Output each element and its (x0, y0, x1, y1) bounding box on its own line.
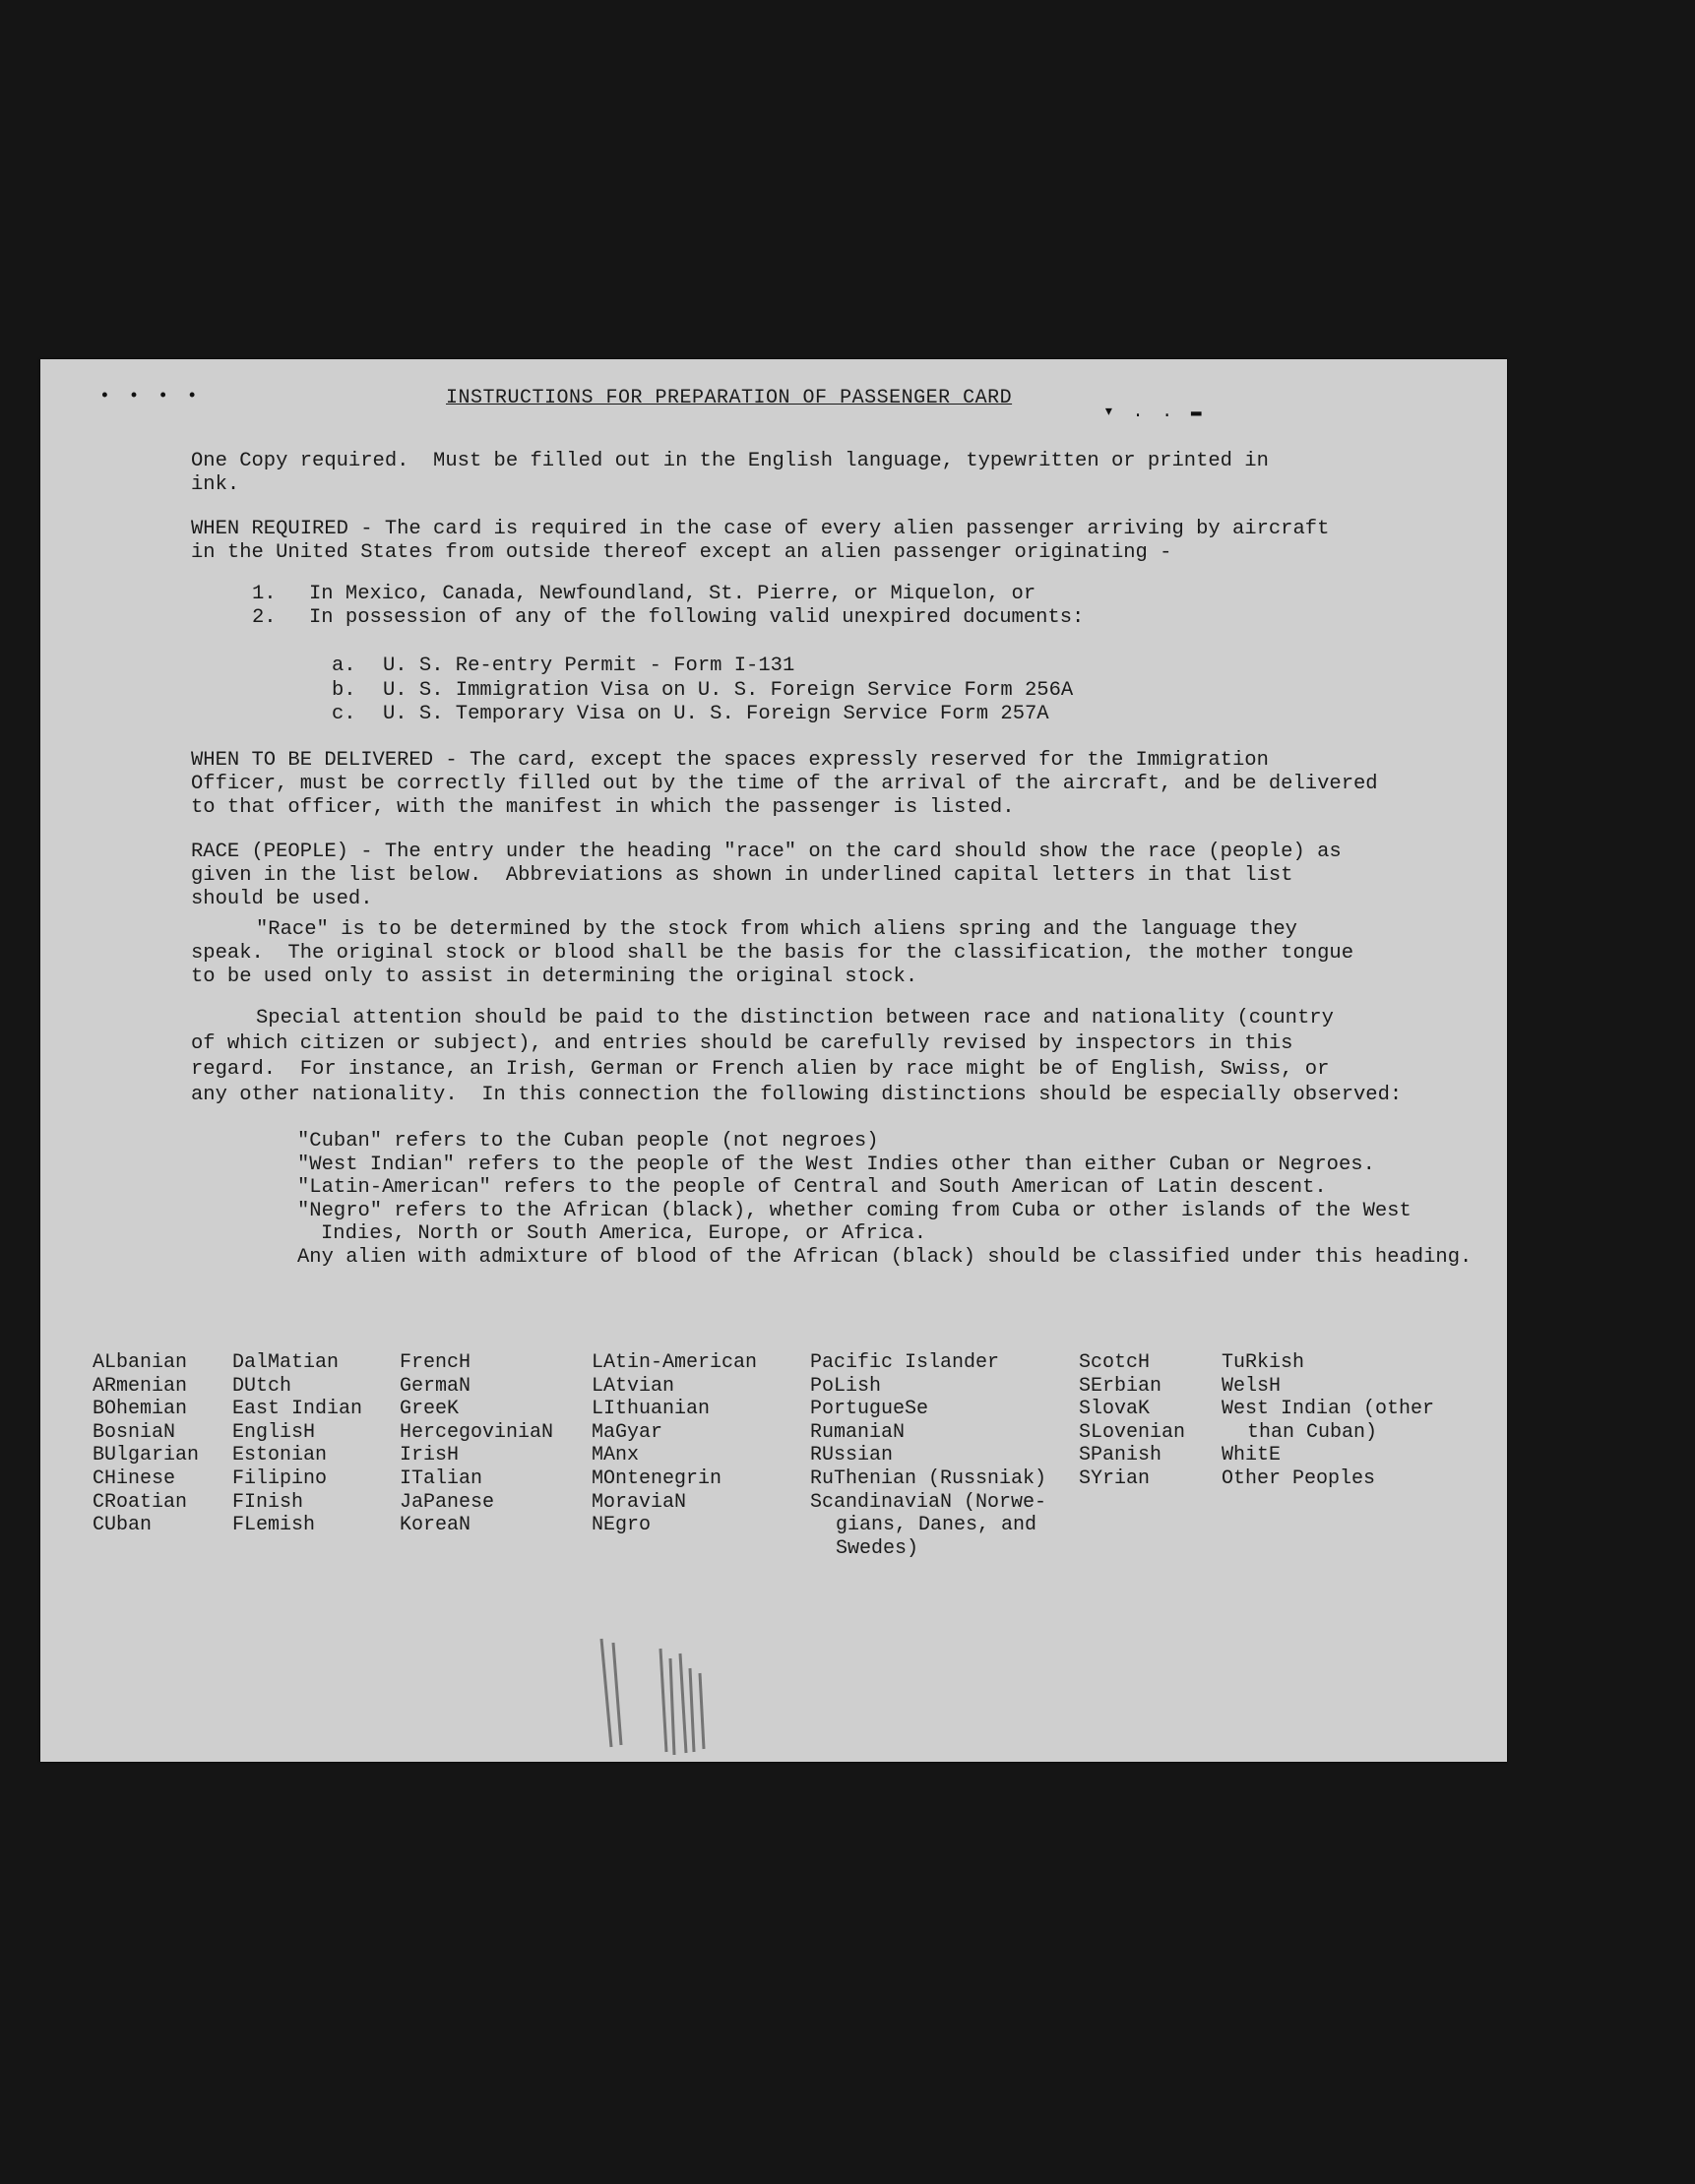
race-item: LAtin-American (592, 1351, 758, 1374)
race-item: ALbanian (93, 1351, 188, 1374)
race-item: Pacific Islander (810, 1351, 1000, 1374)
list-item: Any alien with admixture of blood of the African (black) should be classified under this heading. (297, 1245, 1473, 1269)
item-letter: a. (332, 655, 356, 677)
races-column-1 (93, 1351, 199, 1537)
list-item: "Negro" refers to the African (black), whether coming from Cuba or other islands of the West Indies, North or South America, Europe, or Africa. (297, 1199, 1424, 1245)
list-item (252, 606, 1084, 630)
race-item: CUban (93, 1514, 153, 1537)
races-column-5 (810, 1351, 1056, 1560)
race-item: JaPanese (400, 1490, 495, 1514)
race-item: RuThenian (Russniak) (810, 1466, 1047, 1490)
race-item: Estonian (232, 1444, 328, 1467)
race-item: MAnx (592, 1444, 640, 1467)
list-item (332, 655, 1073, 679)
race-item: GermaN (400, 1374, 471, 1398)
race-item: Other Peoples (1222, 1466, 1376, 1490)
race-item: EnglisH (232, 1420, 316, 1444)
race-item: DUtch (232, 1374, 292, 1398)
race-item-continuation: Swedes) (836, 1536, 919, 1560)
races-column-6 (1079, 1351, 1185, 1491)
ink-marks-top-left: • • • • (99, 387, 202, 406)
race-item: LAtvian (592, 1374, 675, 1398)
race-item-continuation: than Cuban) (1247, 1420, 1378, 1444)
ink-marks-top-right: ▾ . . ▬ (1103, 403, 1206, 422)
race-item: ScotcH (1079, 1351, 1151, 1374)
race-item: FLemish (232, 1514, 316, 1537)
list-item (252, 583, 1084, 606)
races-column-2 (232, 1351, 362, 1537)
race-item: BUlgarian (93, 1444, 200, 1467)
race-item: DalMatian (232, 1351, 340, 1374)
race-item: HercegoviniaN (400, 1420, 554, 1444)
race-item-continuation: gians, Danes, and (836, 1514, 1037, 1537)
race-item: PoLish (810, 1374, 882, 1398)
race-determination-paragraph: "Race" is to be determined by the stock from which aliens spring and the language they speak. The original stock or blood shall be the basis for the classification, the mother tongue to be used only to assist in determining the original stock. (191, 918, 1353, 988)
race-item: West Indian (other (1222, 1398, 1435, 1421)
item-letter: b. (332, 678, 356, 702)
race-item: NEgro (592, 1514, 652, 1537)
intro-paragraph: One Copy required. Must be filled out in the English language, typewritten or printed in ink. (191, 450, 1269, 496)
race-item: ITalian (400, 1466, 483, 1490)
race-heading-paragraph: RACE (PEOPLE) - The entry under the heading "race" on the card should show the race (people) as given in the list below. Abbreviations as shown in underlined capital letters in that list should be used. (191, 841, 1342, 910)
valid-documents-list (332, 655, 1073, 727)
item-letter: c. (332, 703, 356, 725)
race-item: LIthuanian (592, 1398, 711, 1421)
race-item: WhitE (1222, 1444, 1282, 1467)
race-item: IrisH (400, 1444, 460, 1467)
race-item: BosniaN (93, 1420, 176, 1444)
race-item: WelsH (1222, 1374, 1282, 1398)
document-body (40, 359, 1507, 1762)
when-delivered-paragraph: WHEN TO BE DELIVERED - The card, except the spaces expressly reserved for the Immigration Officer, must be correctly filled out by the time of the arrival of the aircraft, and be delivered to that officer, with the manifest in which the passenger is listed. (191, 749, 1378, 819)
race-item: ScandinaviaN (Norwe- (810, 1490, 1047, 1514)
race-item: FInish (232, 1490, 304, 1514)
race-item: SErbian (1079, 1374, 1162, 1398)
item-number: 1. (252, 583, 277, 605)
race-item: Filipino (232, 1466, 328, 1490)
race-item: SlovaK (1079, 1398, 1151, 1421)
race-item: SPanish (1079, 1444, 1162, 1467)
races-column-3 (400, 1351, 553, 1537)
item-text: In Mexico, Canada, Newfoundland, St. Pierre, or Miquelon, or (309, 583, 1036, 605)
list-item (332, 679, 1073, 704)
item-number: 2. (252, 606, 277, 629)
race-item: KoreaN (400, 1514, 471, 1537)
list-item: "West Indian" refers to the people of the West Indies other than either Cuban or Negroes. (297, 1153, 1375, 1176)
race-item: MaGyar (592, 1420, 663, 1444)
when-required-paragraph: WHEN REQUIRED - The card is required in the case of every alien passenger arriving by aircraft in the United States from outside thereof except an alien passenger originating - (191, 518, 1330, 564)
passenger-card-instructions-sheet (40, 359, 1507, 1762)
item-text: U. S. Temporary Visa on U. S. Foreign Service Form 257A (383, 703, 1049, 725)
race-item: TuRkish (1222, 1351, 1305, 1374)
special-attention-paragraph: Special attention should be paid to the distinction between race and nationality (country of which citizen or subject), and entries should be carefully revised by inspectors in this regard. For instance, an Irish, German or French alien by race might be of English, Swiss, or any other nationality. In this connection the following distinctions should be especially observed: (191, 1007, 1403, 1106)
race-item: BOhemian (93, 1398, 188, 1421)
list-item: "Cuban" refers to the Cuban people (not negroes) (297, 1130, 879, 1153)
list-item (332, 703, 1073, 727)
item-text: In possession of any of the following valid unexpired documents: (309, 606, 1085, 629)
origin-exceptions-list (252, 583, 1084, 630)
race-item: MoraviaN (592, 1490, 687, 1514)
document-title: INSTRUCTIONS FOR PREPARATION OF PASSENGER CARD (446, 387, 1013, 409)
race-item: FrencH (400, 1351, 471, 1374)
race-item: GreeK (400, 1398, 460, 1421)
races-column-7 (1222, 1351, 1477, 1491)
race-item: CRoatian (93, 1490, 188, 1514)
list-item: "Latin-American" refers to the people of Central and South American of Latin descent. (297, 1176, 1327, 1199)
race-item: MOntenegrin (592, 1466, 722, 1490)
race-item: SYrian (1079, 1466, 1151, 1490)
races-column-4 (592, 1351, 757, 1537)
item-text: U. S. Re-entry Permit - Form I-131 (383, 655, 795, 677)
race-item: East Indian (232, 1398, 363, 1421)
item-text: U. S. Immigration Visa on U. S. Foreign Service Form 256A (383, 678, 1074, 702)
race-item: RUssian (810, 1444, 894, 1467)
race-item: RumaniaN (810, 1420, 906, 1444)
race-item: ARmenian (93, 1374, 188, 1398)
distinctions-list (297, 1130, 1492, 1269)
race-item: PortugueSe (810, 1398, 929, 1421)
ink-smudge-mark (542, 1629, 779, 1757)
race-item: SLovenian (1079, 1420, 1186, 1444)
race-item: CHinese (93, 1466, 176, 1490)
